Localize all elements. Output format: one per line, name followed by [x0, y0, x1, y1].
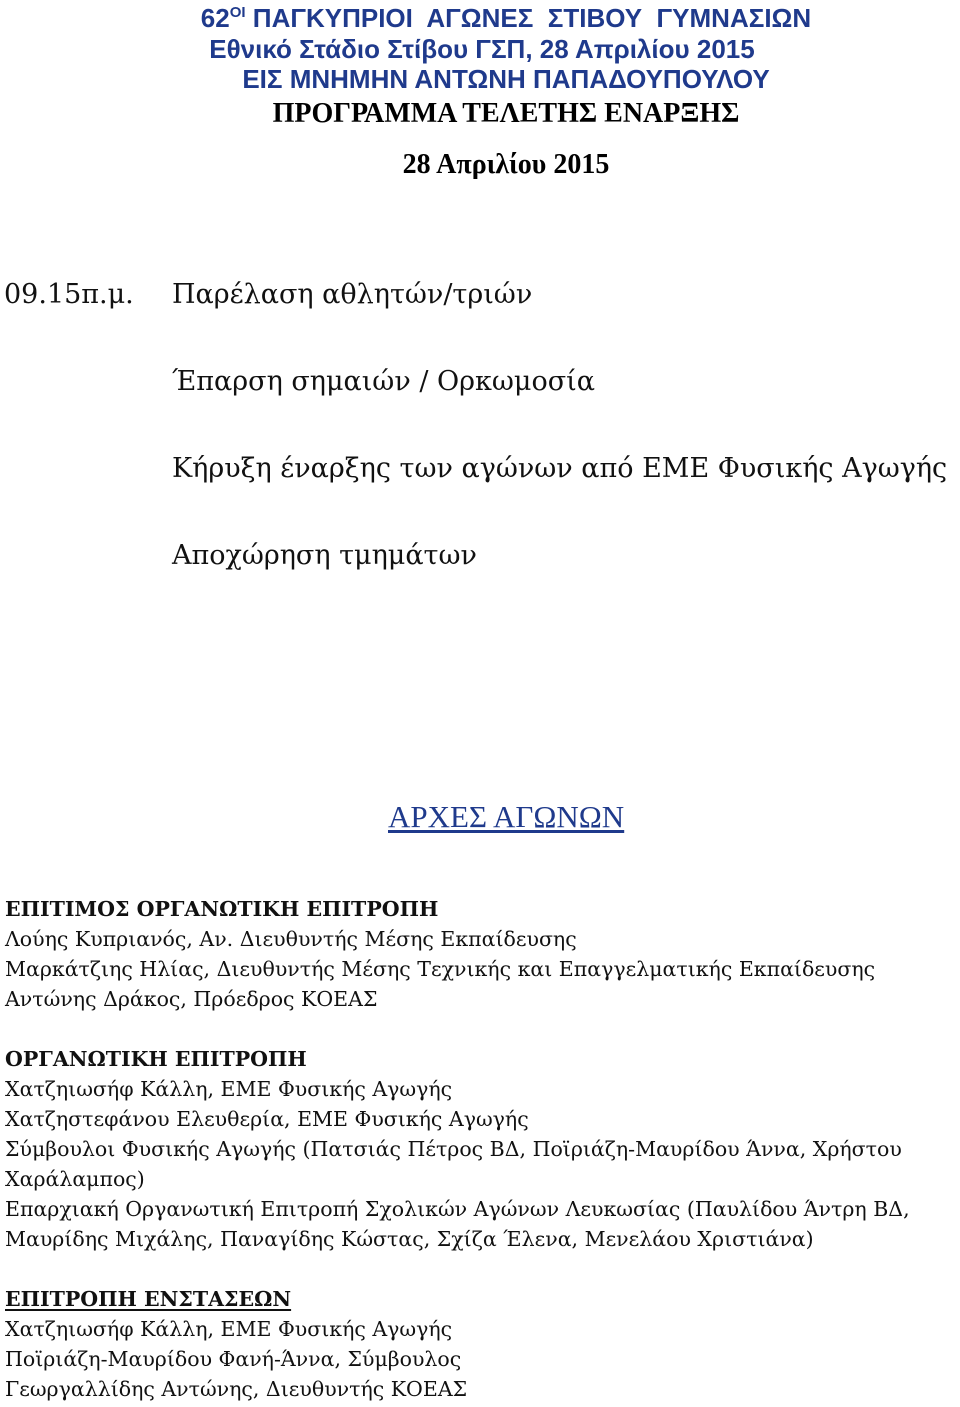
- section-title: ΟΡΓΑΝΩΤΙΚΗ ΕΠΙΤΡΟΠΗ: [5, 1047, 307, 1071]
- member-line: Ποϊριάζη-Μαυρίδου Φανή-Άννα, Σύμβουλος: [5, 1347, 462, 1371]
- memorial-line: ΕΙΣ ΜΝΗΜΗΝ ΑΝΤΩΝΗ ΠΑΠΑΔΟΥΠΟΥΛΟΥ: [242, 64, 770, 94]
- event-title: [26, 3, 960, 33]
- objections-committee: [5, 1284, 955, 1404]
- member-line: Χατζηιωσήφ Κάλλη, ΕΜΕ Φυσικής Αγωγής: [5, 1077, 453, 1101]
- member-line: Χατζηστεφάνου Ελευθερία, ΕΜΕ Φυσικής Αγωγής: [5, 1107, 529, 1131]
- member-line: Μαυρίδης Μιχάλης, Παναγίδης Κώστας, Σχίζα Έλενα, Μενελάου Χριστιάνα): [5, 1227, 814, 1251]
- member-line: Χατζηιωσήφ Κάλλη, ΕΜΕ Φυσικής Αγωγής: [5, 1317, 453, 1341]
- member-line: Αντώνης Δράκος, Πρόεδρος ΚΟΕΑΣ: [5, 987, 378, 1011]
- organizing-committee: [5, 1044, 955, 1254]
- event-number-suffix: ΟΙ: [229, 4, 246, 21]
- section-title: ΕΠΙΤΙΜΟΣ ΟΡΓΑΝΩΤΙΚΗ ΕΠΙΤΡΟΠΗ: [5, 897, 439, 921]
- member-line: Επαρχιακή Οργανωτική Επιτροπή Σχολικών Αγώνων Λευκωσίας (Παυλίδου Άντρη ΒΔ,: [5, 1197, 910, 1221]
- program-time: 09.15π.μ.: [4, 279, 134, 310]
- member-line: Λούης Κυπριανός, Αν. Διευθυντής Μέσης Εκπαίδευσης: [5, 927, 577, 951]
- event-number: 62: [200, 3, 230, 33]
- honorary-committee: [5, 894, 955, 1014]
- program-title: ΠΡΟΓΡΑΜΜΑ ΤΕΛΕΤΗΣ ΕΝΑΡΞΗΣ: [272, 98, 740, 129]
- member-line: Σύμβουλοι Φυσικής Αγωγής (Πατσιάς Πέτρος ΒΔ, Ποϊριάζη-Μαυρίδου Άννα, Χρήστου: [5, 1137, 902, 1161]
- member-line: Χαράλαμπος): [5, 1167, 145, 1191]
- event-name: ΠΑΓΚΥΠΡΙΟΙ ΑΓΩΝΕΣ ΣΤΙΒΟΥ ΓΥΜΝΑΣΙΩΝ: [245, 3, 812, 33]
- member-line: Γεωργαλλίδης Αντώνης, Διευθυντής ΚΟΕΑΣ: [5, 1377, 468, 1401]
- section-title: ΕΠΙΤΡΟΠΗ ΕΝΣΤΑΣΕΩΝ: [5, 1287, 292, 1311]
- program-item: Αποχώρηση τμημάτων: [172, 540, 477, 571]
- venue-line: Εθνικό Στάδιο Στίβου ΓΣΠ, 28 Απριλίου 2015: [209, 34, 755, 64]
- program-item: Κήρυξη έναρξης των αγώνων από ΕΜΕ Φυσικής Αγωγής: [172, 453, 948, 484]
- member-line: Μαρκάτζιης Ηλίας, Διευθυντής Μέσης Τεχνικής και Επαγγελματικής Εκπαίδευσης: [5, 957, 876, 981]
- authorities-heading: ΑΡΧΕΣ ΑΓΩΝΩΝ: [388, 799, 625, 834]
- program-item: Έπαρση σημαιών / Ορκωμοσία: [172, 366, 595, 397]
- program-date: 28 Απριλίου 2015: [402, 149, 610, 180]
- program-item: Παρέλαση αθλητών/τριών: [172, 279, 533, 310]
